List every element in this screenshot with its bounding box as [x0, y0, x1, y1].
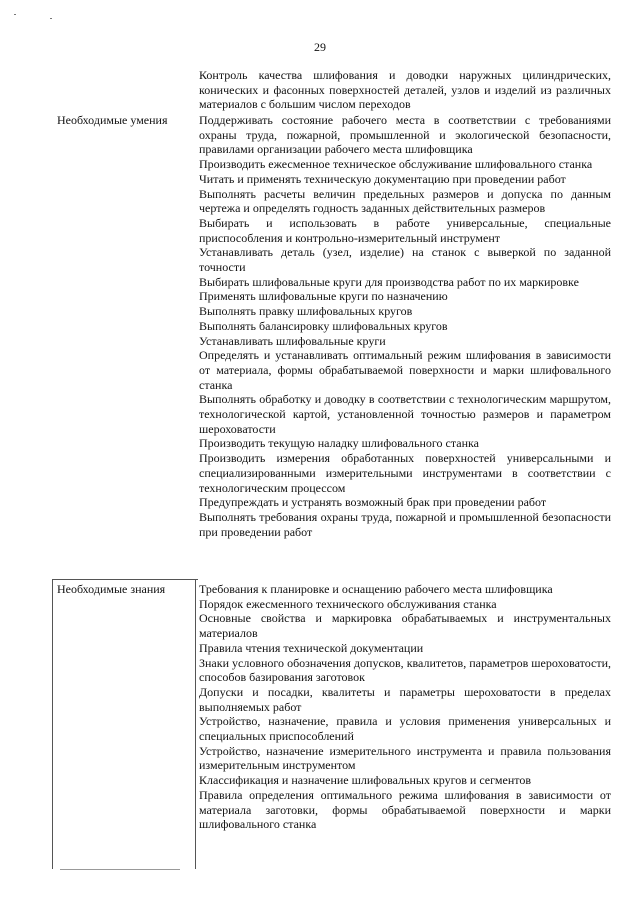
skill-item: Выполнять балансировку шлифовальных кругов — [199, 318, 448, 333]
scan-speck — [14, 14, 16, 15]
skill-item: Выбирать шлифовальные круги для производства работ по их маркировке — [199, 274, 579, 289]
knowledge-list — [199, 582, 611, 832]
skill-item: Выполнять правку шлифовальных кругов — [199, 304, 413, 319]
skill-item: Применять шлифовальные круги по назначению — [199, 289, 448, 304]
intro-list — [199, 68, 611, 112]
skill-item: Определять и устанавливать оптимальный режим шлифования в зависимости от материала, формы обрабатываемой поверхности и марки шлифовального станка — [199, 348, 611, 392]
skill-item: Производить текущую наладку шлифовального станка — [199, 436, 479, 451]
skill-item: Устанавливать шлифовальные круги — [199, 333, 386, 348]
knowledge-item: Устройство, назначение, правила и условия применения универсальных и специальных приспособлений — [199, 714, 611, 744]
knowledge-item: Знаки условного обозначения допусков, квалитетов, параметров шероховатости, способов базирования заготовок — [199, 655, 611, 685]
knowledge-item: Допуски и посадки, квалитеты и параметры шероховатости в пределах выполняемых работ — [199, 684, 611, 714]
knowledge-item: Классификация и назначение шлифовальных кругов и сегментов — [199, 773, 531, 788]
skill-item: Выполнять требования охраны труда, пожарной и промышленной безопасности при проведении работ — [199, 509, 611, 539]
skill-item: Устанавливать деталь (узел, изделие) на станок с выверкой по заданной точности — [199, 245, 611, 275]
table-border-bottom — [60, 869, 180, 870]
knowledge-item: Требования к планировке и оснащению рабочего места шлифовщика — [199, 582, 553, 596]
skills-label: Необходимые умения — [57, 113, 168, 127]
skill-item: Выполнять обработку и доводку в соответствии с технологическим маршрутом, технологической картой, установленной точностью размеров и параметром шероховатости — [199, 392, 611, 436]
skill-item: Выполнять расчеты величин предельных размеров и допуска по данным чертежа и определять годность заданных действительных размеров — [199, 186, 611, 216]
skill-item: Читать и применять техническую документацию при проведении работ — [199, 171, 566, 186]
skill-item: Предупреждать и устранять возможный брак при проведении работ — [199, 495, 547, 510]
knowledge-label: Необходимые знания — [57, 582, 166, 596]
skill-item: Поддерживать состояние рабочего места в соответствии с требованиями охраны труда, пожарной, промышленной и экологической безопасности, правилами организации рабочего места шлифовщика — [199, 113, 611, 157]
skills-list — [199, 113, 611, 539]
knowledge-item: Устройство, назначение измерительного инструмента и правила пользования измерительным инструментом — [199, 743, 611, 773]
table-border-divider — [195, 579, 196, 869]
page-number: 29 — [314, 40, 326, 54]
knowledge-item: Правила определения оптимального режима шлифования в зависимости от материала заготовки, формы обрабатываемой поверхности и марки шлифовального станка — [199, 787, 611, 832]
table-border-top — [52, 579, 198, 580]
table-border-left — [52, 579, 53, 869]
skill-item: Производить ежесменное техническое обслуживание шлифовального станка — [199, 157, 593, 172]
knowledge-item: Правила чтения технической документации — [199, 640, 424, 655]
knowledge-item: Основные свойства и маркировка обрабатываемых и инструментальных материалов — [199, 611, 611, 641]
knowledge-item: Порядок ежесменного технического обслуживания станка — [199, 596, 497, 611]
scan-speck — [50, 18, 52, 19]
intro-item: Контроль качества шлифования и доводки наружных цилиндрических, конических и фасонных поверхностей деталей, узлов и изделий из различных материалов с большим числом переходов — [199, 68, 611, 112]
skill-item: Выбирать и использовать в работе универсальные, специальные приспособления и контрольно-измерительный инструмент — [199, 215, 611, 245]
skill-item: Производить измерения обработанных поверхностей универсальными и специализированными измерительными инструментами в соответствии с технологическим процессом — [199, 451, 611, 495]
